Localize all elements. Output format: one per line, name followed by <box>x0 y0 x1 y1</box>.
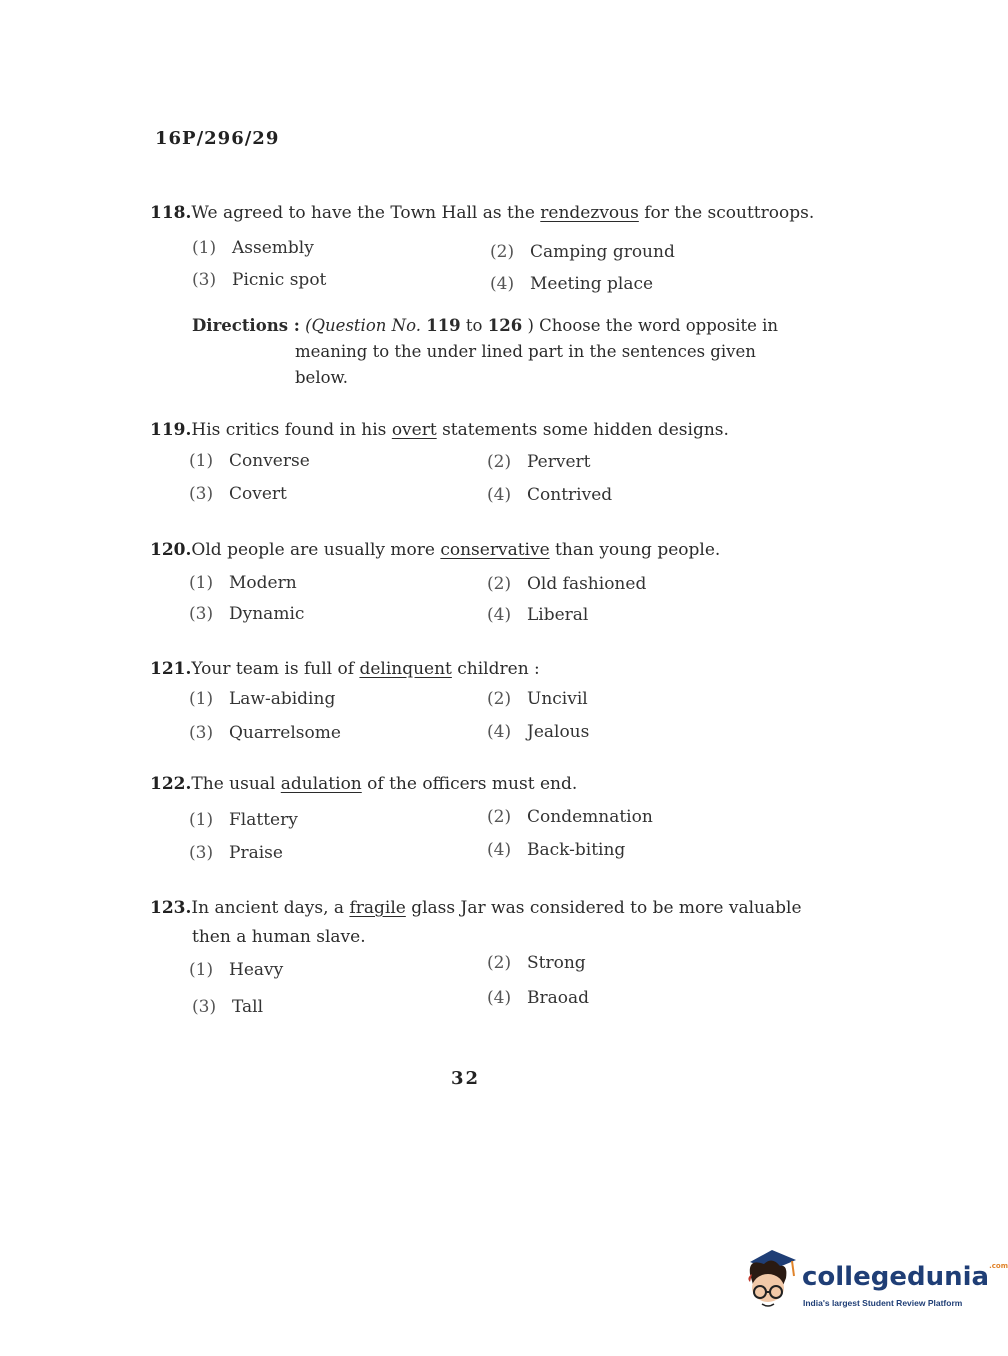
option: (1) Heavy <box>189 960 284 980</box>
option: (4) Meeting place <box>490 274 654 294</box>
question-122: 122.The usual adulation of the officers must end. <box>150 774 578 794</box>
underlined-word: delinquent <box>359 659 452 679</box>
logo-com: .com <box>989 1262 1008 1270</box>
logo-wordmark: collegedunia <box>802 1262 990 1292</box>
collegedunia-logo <box>742 1248 1008 1318</box>
directions: Directions : (Question No. 119 to 126 ) Choose the word opposite in meaning to the under lined part in the sentences given below. <box>192 316 779 387</box>
question-120: 120.Old people are usually more conservative than young people. <box>150 540 721 560</box>
option: (1) Modern <box>189 573 297 593</box>
option: (2) Pervert <box>487 452 591 472</box>
option: (4) Back-biting <box>487 840 626 860</box>
option: (3) Picnic spot <box>192 270 327 290</box>
logo-tagline: India's largest Student Review Platform <box>803 1298 963 1308</box>
option: (1) Law-abiding <box>189 689 336 709</box>
option: (2) Old fashioned <box>487 574 647 594</box>
option: (2) Strong <box>487 953 586 973</box>
option: (2) Condemnation <box>487 807 653 827</box>
question-number: 123. <box>150 898 192 918</box>
mascot-icon <box>742 1248 802 1312</box>
option: (2) Camping ground <box>490 242 675 262</box>
option: (3) Dynamic <box>189 604 305 624</box>
question-number: 121. <box>150 659 192 679</box>
directions-label: Directions : <box>192 316 300 335</box>
option: (4) Contrived <box>487 485 613 505</box>
question-123: 123.In ancient days, a fragile glass Jar was considered to be more valuable <box>150 898 802 918</box>
question-121: 121.Your team is full of delinquent children : <box>150 659 540 679</box>
option: (2) Uncivil <box>487 689 588 709</box>
question-123-line2: then a human slave. <box>192 927 366 947</box>
option: (3) Quarrelsome <box>189 723 341 743</box>
question-119: 119.His critics found in his overt statements some hidden designs. <box>150 420 729 440</box>
paper-code: 16P/296/29 <box>155 128 280 149</box>
question-number: 122. <box>150 774 192 794</box>
option: (1) Converse <box>189 451 310 471</box>
option: (3) Covert <box>189 484 287 504</box>
option: (4) Liberal <box>487 605 589 625</box>
option: (3) Tall <box>192 997 264 1017</box>
underlined-word: overt <box>391 420 437 440</box>
page-number: 32 <box>451 1068 481 1089</box>
option: (4) Jealous <box>487 722 590 742</box>
underlined-word: fragile <box>349 898 406 918</box>
option: (4) Braoad <box>487 988 590 1008</box>
underlined-word: adulation <box>280 774 362 794</box>
option: (3) Praise <box>189 843 283 863</box>
question-118: 118.We agreed to have the Town Hall as the rendezvous for the scouttroops. <box>150 203 815 223</box>
underlined-word: conservative <box>440 540 550 560</box>
question-number: 120. <box>150 540 192 560</box>
option: (1) Flattery <box>189 810 298 830</box>
option: (1) Assembly <box>192 238 314 258</box>
underlined-word: rendezvous <box>540 203 639 223</box>
question-number: 118. <box>150 203 192 223</box>
question-number: 119. <box>150 420 192 440</box>
